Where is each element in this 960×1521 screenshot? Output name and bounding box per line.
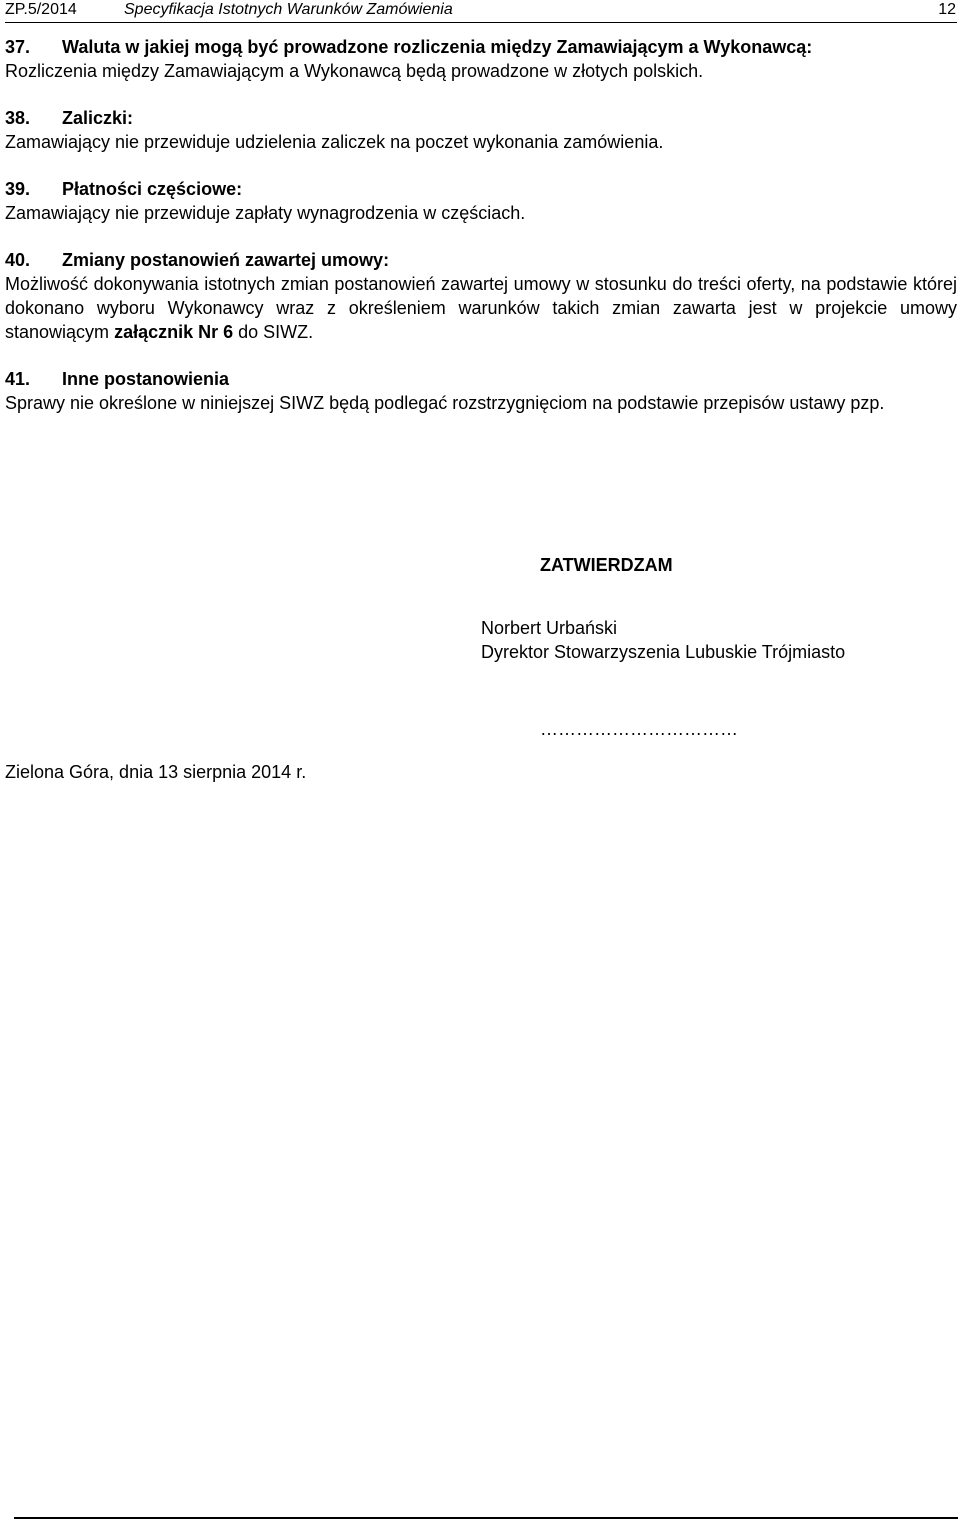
section-text: Zamawiający nie przewiduje udzielenia zaliczek na poczet wykonania zamówienia. bbox=[5, 132, 664, 152]
place-and-date: Zielona Góra, dnia 13 sierpnia 2014 r. bbox=[5, 762, 307, 782]
section-40 bbox=[5, 248, 957, 344]
section-number: 41. bbox=[5, 369, 31, 389]
section-title: Zaliczki: bbox=[62, 108, 134, 128]
document-reference: ZP.5/2014 bbox=[5, 1, 77, 18]
signature-line: …………………………… bbox=[540, 719, 738, 739]
section-number: 37. bbox=[5, 37, 31, 57]
signer-role: Dyrektor Stowarzyszenia Lubuskie Trójmiasto bbox=[481, 642, 846, 662]
section-text: Sprawy nie określone w niniejszej SIWZ będą podlegać rozstrzygnięciom na podstawie przepisów ustawy pzp. bbox=[5, 393, 885, 413]
section-text-part: do SIWZ. bbox=[238, 322, 314, 342]
section-number: 38. bbox=[5, 108, 31, 128]
section-heading bbox=[5, 35, 957, 59]
page-header bbox=[5, 0, 957, 23]
section-text bbox=[5, 272, 957, 344]
attachment-reference: załącznik Nr 6 bbox=[114, 322, 234, 342]
signer-name: Norbert Urbański bbox=[481, 618, 618, 638]
section-number: 39. bbox=[5, 179, 31, 199]
footer-divider bbox=[14, 1517, 958, 1519]
section-41 bbox=[5, 367, 957, 415]
section-39 bbox=[5, 177, 957, 225]
document-title: Specyfikacja Istotnych Warunków Zamówienia bbox=[124, 1, 453, 18]
section-text-part: Możliwość dokonywania istotnych zmian postanowień zawartej umowy w stosunku do treści oferty, na podstawie której dokonano wyboru Wykonawcy wraz z określeniem warunków takich zmian zawarta jest w projekcie umowy stanowiącym bbox=[5, 274, 957, 342]
page-number: 12 bbox=[938, 1, 956, 18]
section-heading bbox=[5, 177, 957, 201]
approval-label: ZATWIERDZAM bbox=[540, 555, 673, 575]
section-title: Zmiany postanowień zawartej umowy: bbox=[62, 250, 390, 270]
document-body bbox=[5, 35, 957, 438]
section-title: Waluta w jakiej mogą być prowadzone rozliczenia między Zamawiającym a Wykonawcą: bbox=[62, 37, 813, 57]
section-title: Płatności częściowe: bbox=[62, 179, 243, 199]
section-heading bbox=[5, 367, 957, 391]
section-text: Zamawiający nie przewiduje zapłaty wynagrodzenia w częściach. bbox=[5, 203, 526, 223]
section-38 bbox=[5, 106, 957, 154]
section-heading bbox=[5, 106, 957, 130]
section-text: Rozliczenia między Zamawiającym a Wykonawcą będą prowadzone w złotych polskich. bbox=[5, 61, 704, 81]
section-heading bbox=[5, 248, 957, 272]
section-title: Inne postanowienia bbox=[62, 369, 230, 389]
section-37 bbox=[5, 35, 957, 83]
section-number: 40. bbox=[5, 250, 31, 270]
